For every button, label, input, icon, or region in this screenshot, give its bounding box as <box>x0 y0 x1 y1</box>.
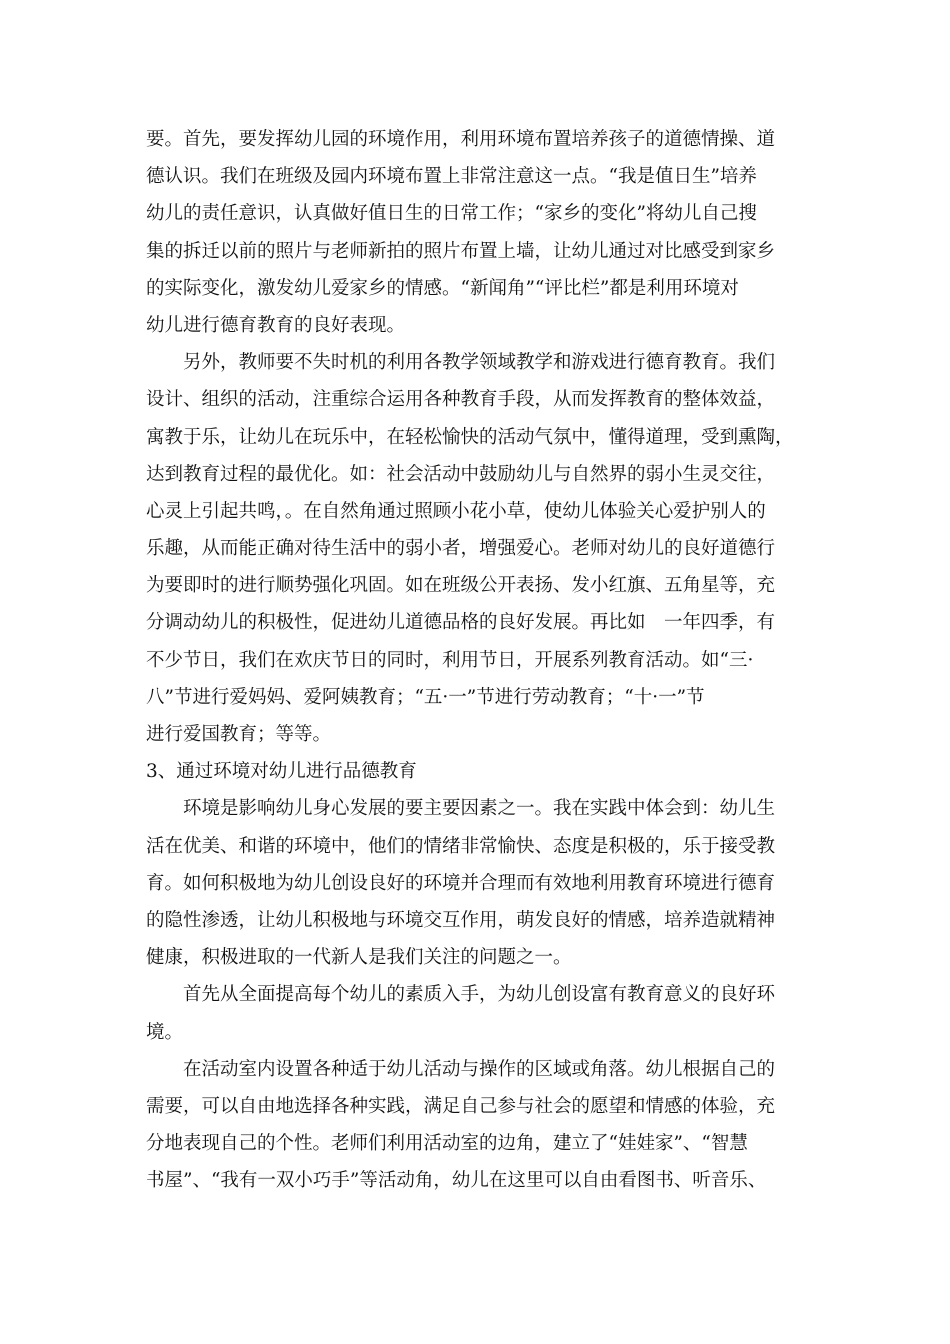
text-line: 的隐性渗透，让幼儿积极地与环境交互作用，萌发良好的情感，培养造就精神 <box>146 909 776 931</box>
text-line: 不少节日，我们在欢庆节日的同时，利用节日，开展系列教育活动。如“三· <box>146 649 754 671</box>
text-line: 设计、组织的活动，注重综合运用各种教育手段，从而发挥教育的整体效益， <box>146 389 776 411</box>
text-line: 分地表现自己的个性。老师们利用活动室的边角，建立了“娃娃家”、“智慧 <box>146 1133 748 1155</box>
text-line: 幼儿的责任意识，认真做好值日生的日常工作；“家乡的变化”将幼儿自己搜 <box>146 203 757 225</box>
text-line: 八”节进行爱妈妈、爱阿姨教育；“五·一”节进行劳动教育；“十·一”节 <box>146 686 705 708</box>
text-line: 德认识。我们在班级及园内环境布置上非常注意这一点。“我是值日生”培养 <box>146 166 757 188</box>
text-line: 进行爱国教育；等等。 <box>146 724 332 745</box>
text-line: 达到教育过程的最优化。如：社会活动中鼓励幼儿与自然界的弱小生灵交往， <box>146 463 776 485</box>
document-body <box>146 121 806 1199</box>
text-line: 心灵上引起共鸣，。在自然角通过照顾小花小草，使幼儿体验关心爱护别人的 <box>146 500 766 522</box>
section-heading: 3、通过环境对幼儿进行品德教育 <box>146 761 417 783</box>
paragraph-first-line: 首先从全面提高每个幼儿的素质入手，为幼儿创设富有教育意义的良好环 <box>183 984 776 1006</box>
text-line: 乐趣，从而能正确对待生活中的弱小者，增强爱心。老师对幼儿的良好道德行 <box>146 538 776 560</box>
text-line: 为要即时的进行顺势强化巩固。如在班级公开表扬、发小红旗、五角星等，充 <box>146 575 776 597</box>
text-line: 分调动幼儿的积极性，促进幼儿道德品格的良好发展。再比如 一年四季，有 <box>146 612 776 634</box>
text-line: 书屋”、“我有一双小巧手”等活动角，幼儿在这里可以自由看图书、听音乐、 <box>146 1170 767 1192</box>
text-line: 健康，积极进取的一代新人是我们关注的问题之一。 <box>146 947 572 969</box>
text-line: 境。 <box>146 1021 184 1043</box>
text-line: 育。如何积极地为幼儿创设良好的环境并合理而有效地利用教育环境进行德育 <box>146 872 776 894</box>
text-line: 活在优美、和谐的环境中，他们的情绪非常愉快、态度是积极的，乐于接受教 <box>146 835 776 857</box>
paragraph-first-line: 环境是影响幼儿身心发展的要主要因素之一。我在实践中体会到：幼儿生 <box>183 798 776 820</box>
text-line: 寓教于乐，让幼儿在玩乐中，在轻松愉快的活动气氛中，懂得道理，受到熏陶， <box>146 426 794 448</box>
text-line: 集的拆迁以前的照片与老师新拍的照片布置上墙，让幼儿通过对比感受到家乡 <box>146 240 776 262</box>
paragraph-first-line: 另外，教师要不失时机的利用各教学领域教学和游戏进行德育教育。我们 <box>183 352 776 374</box>
text-line: 需要，可以自由地选择各种实践，满足自己参与社会的愿望和情感的体验，充 <box>146 1095 776 1117</box>
paragraph-first-line: 在活动室内设置各种适于幼儿活动与操作的区域或角落。幼儿根据自己的 <box>183 1058 776 1080</box>
text-line: 要。首先，要发挥幼儿园的环境作用，利用环境布置培养孩子的道德情操、道 <box>146 129 776 150</box>
text-line: 幼儿进行德育教育的良好表现。 <box>146 314 406 336</box>
text-line: 的实际变化，激发幼儿爱家乡的情感。“新闻角”“评比栏”都是利用环境对 <box>146 277 739 299</box>
